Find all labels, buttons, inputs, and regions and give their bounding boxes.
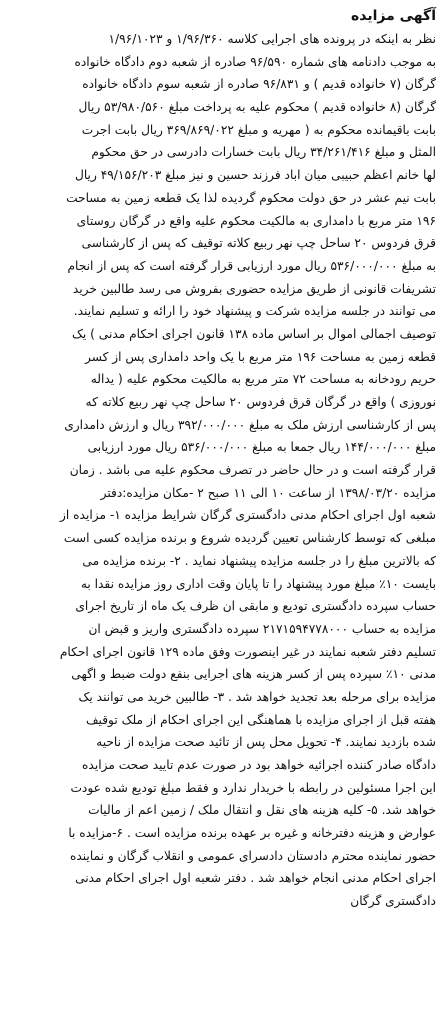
notice-line: حساب سپرده دادگستری تودیع و مابقی ان ظرف یک ماه از تاریخ اجرای [75,599,436,614]
notice-line: مدنی ۱۰٪ سپرده پس از کسر هزینه های اجرایی بنفع دولت ضبط و اگهی [71,667,436,682]
notice-line: لها خانم اعظم حبیبی میان اباد فرزند حسین و نیز مبلغ ۴۹/۱۵۶/۲۰۳ ریال [74,168,436,183]
notice-line: دادگستری گرگان [350,894,436,909]
notice-line: توصیف اجمالی اموال بر اساس ماده ۱۳۸ قانون اجرای احکام مدنی ) یک [71,326,436,341]
notice-line: این اجرا مسئولین در رابطه با خریدار ندارد و فقط مبلغ تودیع شده عودت [70,780,436,795]
notice-line: قطعه زمین به مساحت ۱۹۶ متر مربع با یک واحد دامداری پس از کسر [85,349,436,364]
notice-line: حریم رودخانه به مساحت ۷۲ متر مربع به مالکیت محکوم علیه ( یداله [90,372,436,387]
notice-line: شده بازدید نمایند. ۴- تحویل محل پس از تائید صحت مزایده از ناحیه [96,735,436,750]
notice-line: قرار گرفته است و در حال حاضر در تصرف محکوم علیه می باشد . زمان [69,463,436,478]
notice-line: شعبه اول اجرای احکام مدنی دادگستری گرگان شرایط مزایده ۱- مزایده از [60,508,436,523]
notice-line: مزایده به حساب ۲۱۷۱۵۹۴۷۷۸۰۰۰ سپرده دادگستری واریز و قبض ان [88,621,436,636]
notice-line: عوارض و هزینه دفترخانه و غیره بر عهده برنده مزایده است . ۶-مزایده با [68,826,436,841]
notice-line: به موجب دادنامه های شماره ۹۶/۵۹۰ صادره از شعبه دوم دادگاه خانواده [74,54,436,69]
notice-line: بابت باقیمانده محکوم به ( مهریه و مبلغ ۳۶۹/۸۶۹/۰۲۲ ریال بابت اجرت [81,122,436,137]
notice-line: گرگان (۸ خانواده قدیم ) محکوم علیه به پرداخت مبلغ ۵۳/۹۸۰/۵۶۰ ریال [78,100,436,115]
notice-line: به مبلغ ۵۳۶/۰۰۰/۰۰۰ ریال مورد ارزیابی قرار گرفته است که پس از انجام [67,258,436,273]
notice-line: دادگاه صادر کننده اجرائیه خواهد بود در صورت عدم تایید صحت مزایده [82,758,436,772]
notice-line: اجرای احکام مدنی انجام خواهد شد . دفتر شعبه اول اجرای احکام مدنی [75,871,436,886]
notice-line: نظر به اینکه در پرونده های اجرایی کلاسه ۱/۹۶/۳۶۰ و ۱/۹۶/۱۰۲۳ [108,32,436,46]
notice-line: خواهد شد. ۵- کلیه هزینه های نقل و انتقال ملک / زمین اعم از مالیات [88,803,436,818]
notice-body [7,28,436,913]
notice-line: هفته قبل از اجرای مزایده با هماهنگی این اجرای احکام از ملک توقیف [85,712,436,727]
notice-line: بایست ۱۰٪ مبلغ مورد پیشنهاد را تا پایان وقت اداری روز مزایده نقدا به [80,576,436,591]
notice-line: مزایده برای مرحله بعد تجدید خواهد شد . ۳- طالبین خرید می توانند یک [78,689,436,704]
notice-line: می توانند در جلسه مزایده شرکت و پیشنهاد خود را ارائه و تسلیم نمایند. [73,304,436,319]
notice-line: مبلغی که توسط کارشناس تعیین گردیده شروع و برنده مزایده کسی است [63,531,436,546]
notice-line: پس از کارشناسی ارزش ملک به مبلغ ۳۹۲/۰۰۰/۰۰۰ ریال و ارزش دامداری [64,417,436,432]
notice-title: آگهی مزایده [350,8,436,24]
notice-line: مبلغ ۱۴۴/۰۰۰/۰۰۰ ریال جمعا به مبلغ ۵۳۶/۰۰۰/۰۰۰ ریال مورد ارزیابی [87,440,436,455]
notice-line: بابت نیم عشر در حق دولت محکوم گردیده لذا یک قطعه زمین به مساحت [66,190,436,205]
notice-line: ۱۹۶ متر مربع با دامداری به مالکیت محکوم علیه واقع در گرگان روستای [76,213,436,228]
notice-line: تشریفات قانونی از طریق مزایده حضوری بفروش می رسد طالبین خرید [72,281,436,296]
notice-line: حضور نماینده محترم دادستان دادسرای عمومی و انقلاب گرگان و نماینده [69,848,436,863]
notice-line: المثل و مبلغ ۳۴/۲۶۱/۴۱۶ ریال بابت خسارات دادرسی در حق محکوم [91,145,436,160]
notice-line: نوروزی ) واقع در گرگان قرق فردوس ۲۰ ساحل چپ نهر ربیع کلاته که [85,395,436,409]
notice-line: گرگان (۷ خانواده قدیم ) و ۹۶/۸۳۱ صادره از شعبه سوم دادگاه خانواده [82,77,436,92]
notice-line: که بالاترین مبلغ را در جلسه مزایده پیشنهاد نماید . ۲- برنده مزایده می [82,553,436,568]
notice-line: تسلیم دفتر شعبه نمایند در غیر اینصورت وفق ماده ۱۲۹ قانون اجرای احکام [59,644,436,659]
notice-line: مزایده ۱۳۹۸/۰۳/۲۰ از ساعت ۱۰ الی ۱۱ صبح ۲ -مکان مزایده:دفتر [100,485,436,500]
notice-line: قرق فردوس ۲۰ ساحل چپ نهر ربیع کلاته توقیف که پس از کارشناسی [81,236,436,251]
